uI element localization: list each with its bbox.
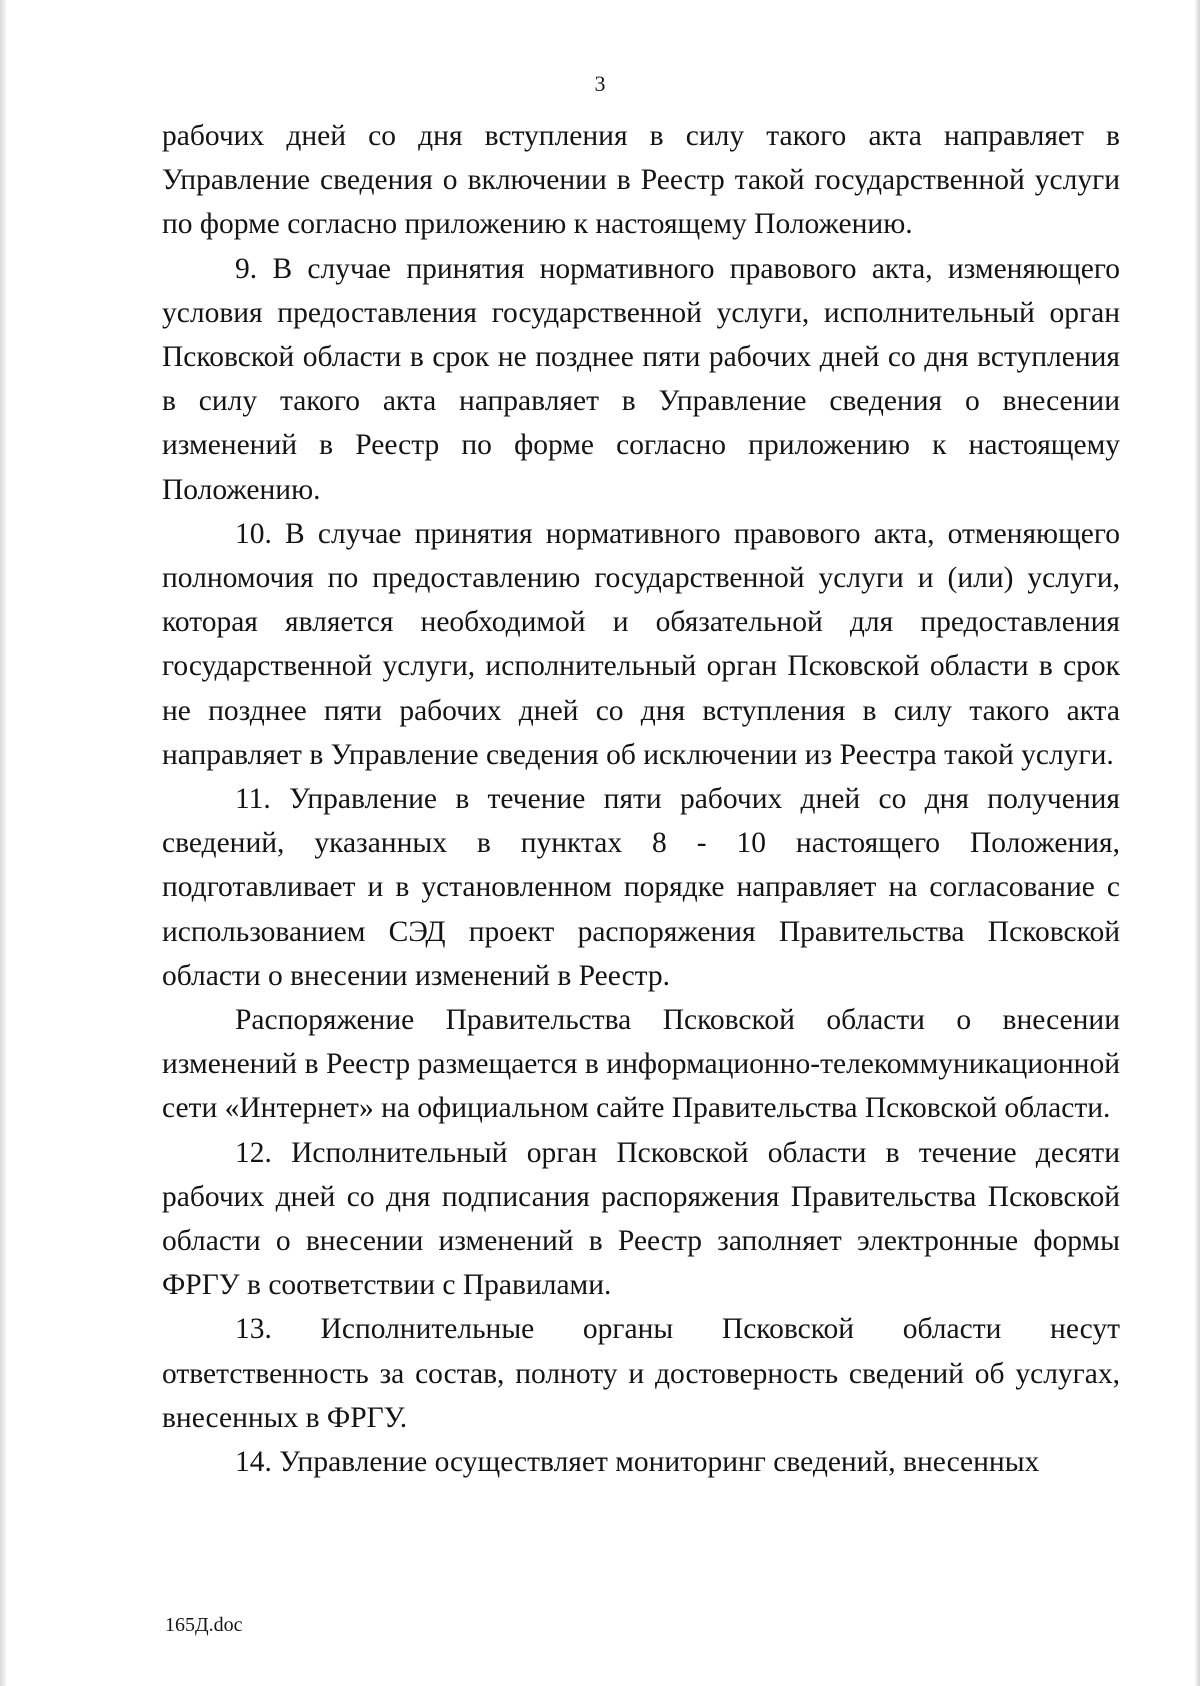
document-body <box>162 114 1120 1484</box>
paragraph-continuation: рабочих дней со дня вступления в силу такого акта направляет в Управление сведения о включении в Реестр такой государственной услуги по форме согласно приложению к настоящему Положению. <box>162 120 1120 241</box>
paragraph-item-11: 11. Управление в течение пяти рабочих дней со дня получения сведений, указанных в пунктах 8 - 10 настоящего Положения, подготавливает и в установленном порядке направляет на согласование с использованием СЭД проект распоряжения Правительства Псковской области о внесении изменений в Реестр. <box>162 783 1120 992</box>
paragraph-item-9: 9. В случае принятия нормативного правового акта, изменяющего условия предоставления государственной услуги, исполнительный орган Псковской области в срок не позднее пяти рабочих дней со дня вступления в силу такого акта направляет в Управление сведения о внесении изменений в Реестр по форме согласно приложению к настоящему Положению. <box>162 252 1120 506</box>
paragraph-item-13: 13. Исполнительные органы Псковской области несут ответственность за состав, полноту и достоверность сведений об услугах, внесенных в ФРГУ. <box>162 1313 1120 1434</box>
page-number: 3 <box>594 71 606 96</box>
paragraph-item-12: 12. Исполнительный орган Псковской области в течение десяти рабочих дней со дня подписания распоряжения Правительства Псковской области о внесении изменений в Реестр заполняет электронные формы ФРГУ в соответствии с Правилами. <box>162 1136 1120 1302</box>
scan-edge-right <box>1195 0 1200 1686</box>
paragraph-item-10: 10. В случае принятия нормативного правового акта, отменяющего полномочия по предоставлению государственной услуги и (или) услуги, которая является необходимой и обязательной для предоставления государственной услуги, исполнительный орган Псковской области в срок не позднее пяти рабочих дней со дня вступления в силу такого акта направляет в Управление сведения об исключении из Реестра такой услуги. <box>162 517 1120 771</box>
scan-edge-left <box>0 0 6 1686</box>
paragraph-order-publication: Распоряжение Правительства Псковской области о внесении изменений в Реестр размещается в информационно-телекоммуникационной сети «Интернет» на официальном сайте Правительства Псковской области. <box>162 1004 1120 1125</box>
paragraph-item-14: 14. Управление осуществляет мониторинг сведений, внесенных <box>235 1446 1040 1479</box>
footer-filename: 165Д.doc <box>165 1614 243 1636</box>
